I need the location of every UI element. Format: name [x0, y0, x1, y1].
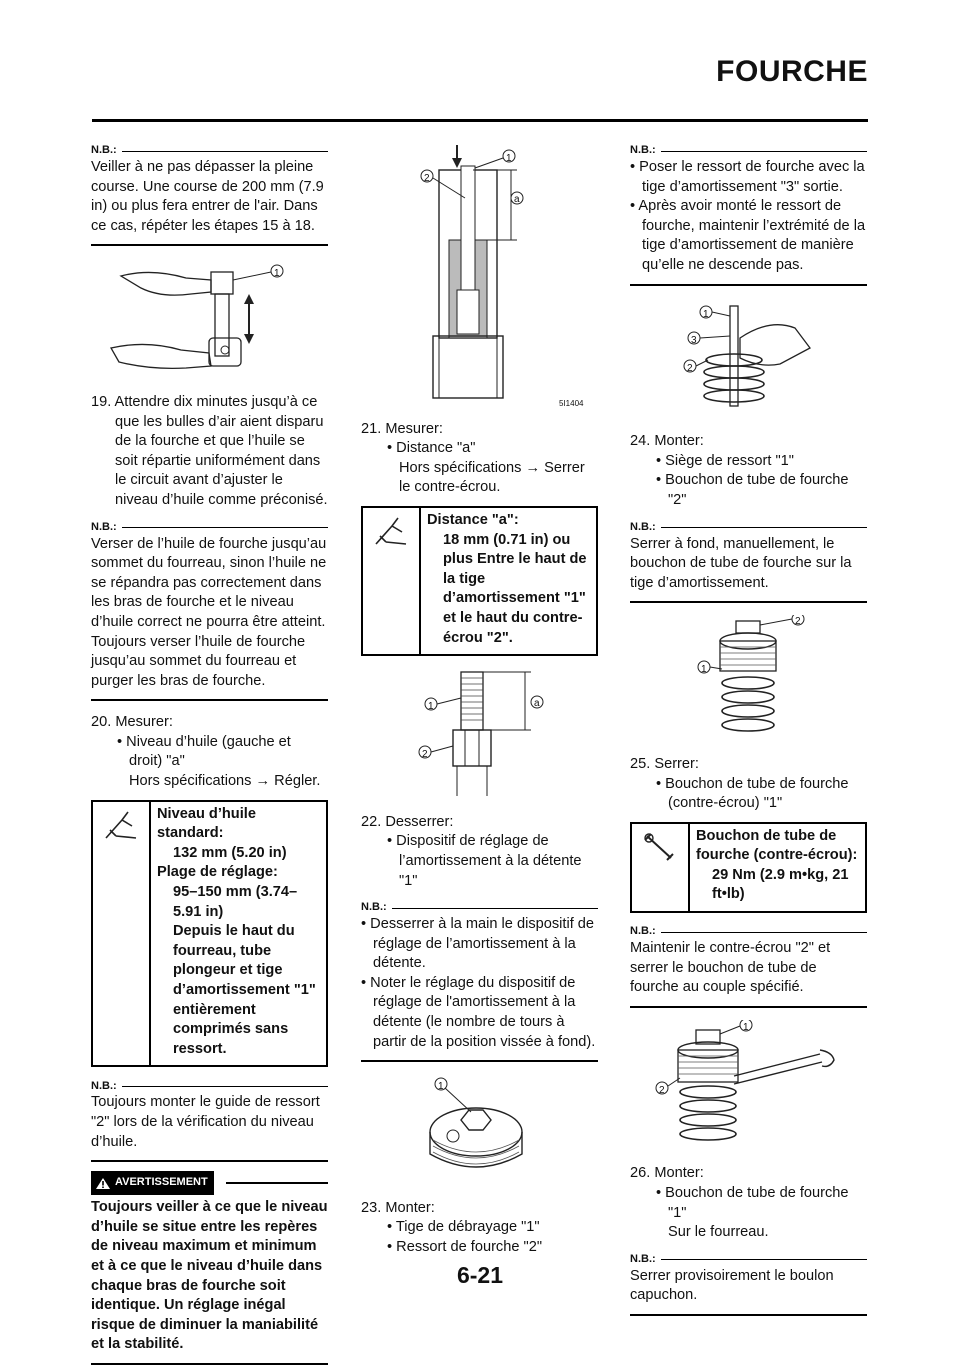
note-block	[630, 521, 867, 604]
torque-wrench-icon	[632, 824, 690, 911]
callout-number: 2	[659, 1084, 665, 1096]
warning-text: Toujours veiller à ce que le niveau d’huile se situe entre les repères de niveau maximum et minimum et à ce que le niveau d’huile dans chaque bras de fourche soit identique. Un réglage inégal risque de diminuer la maniabilité et la stabilité.	[91, 1192, 328, 1365]
spec-value: Depuis le haut du fourreau, tube plongeur et tige d’amortissement "1" entièrement comprimés sans ressort.	[173, 923, 316, 1057]
note-text: • Desserrer à la main le dispositif de réglage de l’amortissement à la détente.	[361, 916, 595, 972]
step-22-item: • Dispositif de réglage de l’amortissement à la détente "1"	[387, 833, 582, 889]
note-block	[630, 144, 867, 286]
figure-adjuster	[361, 1074, 598, 1191]
callout-number: 1	[428, 701, 434, 713]
spec-label: Plage de réglage:	[157, 864, 278, 881]
rebound-adjuster-illustration	[361, 1074, 598, 1184]
callout-letter: a	[534, 698, 540, 710]
spring-install-illustration	[630, 298, 867, 418]
column-2	[361, 140, 598, 1258]
callout-number: 1	[438, 1081, 444, 1093]
callout-number: 2	[687, 362, 693, 374]
callout-number: 1	[506, 153, 512, 164]
step-22: 22. Desserrer:	[361, 813, 454, 830]
spec-label: Niveau d’huile standard:	[157, 805, 256, 842]
step-24-item: • Bouchon de tube de fourche "2"	[656, 472, 849, 508]
spec-value: 18 mm (0.71 in) ou plus Entre le haut de la tige d’amortissement "1" et le haut du contre-écrou "2".	[443, 531, 587, 646]
note-label: N.B.:	[91, 1079, 117, 1092]
callout-letter: a	[514, 194, 520, 205]
step-21-item: • Distance "a"	[387, 440, 476, 457]
step-26-item: • Bouchon de tube de fourche "1"	[656, 1185, 849, 1221]
callout-number: 3	[691, 334, 697, 346]
step-23-item: • Ressort de fourche "2"	[387, 1239, 542, 1256]
spec-box-oil-level	[91, 800, 328, 1068]
note-block	[91, 1079, 328, 1162]
note-block	[361, 901, 598, 1062]
note-label: N.B.:	[361, 901, 387, 914]
callout-number: 1	[703, 308, 709, 320]
figure-cap-bolt	[630, 615, 867, 747]
spec-box-torque	[630, 822, 867, 913]
note-text: • Poser le ressort de fourche avec la tige d’amortissement "3" sortie.	[630, 159, 865, 195]
note-label: N.B.:	[630, 144, 656, 157]
note-label: N.B.:	[630, 925, 656, 938]
spec-box-distance	[361, 506, 598, 656]
step-21-out-of-spec: Hors spécifications → Serrer le contre-écrou.	[399, 459, 585, 496]
page-title: FOURCHE	[716, 55, 868, 88]
step-26: 26. Monter:	[630, 1165, 704, 1182]
figure-locknut	[361, 668, 598, 805]
figure-fork-compression	[91, 258, 328, 385]
step-20-item: • Niveau d’huile (gauche et droit) "a"	[117, 733, 291, 770]
callout-number: 1	[701, 664, 707, 676]
column-1	[91, 140, 328, 1365]
step-25-item: • Bouchon de tube de fourche (contre-écrou) "1"	[656, 775, 849, 812]
note-text: Serrer à fond, manuellement, le bouchon de tube de fourche sur la tige d’amortissement.	[630, 535, 867, 604]
step-20: 20. Mesurer:	[91, 714, 173, 731]
callout-number: 1	[274, 268, 280, 280]
cap-bolt-illustration	[630, 615, 867, 740]
note-label: N.B.:	[91, 520, 117, 533]
spec-label: Bouchon de tube de fourche (contre-écrou):	[696, 827, 858, 864]
spec-value: 29 Nm (2.9 m•kg, 21 ft•lb)	[712, 866, 849, 903]
step-23-item: • Tige de débrayage "1"	[387, 1219, 540, 1236]
step-20-out-of-spec: Hors spécifications → Régler.	[129, 773, 321, 790]
callout-number: 1	[743, 1021, 749, 1033]
figure-code: 5I1404	[559, 399, 584, 408]
note-text: • Après avoir monté le ressort de fourche, maintenir l’extrémité de la tige d’amortissement de manière qu’elle ne descende pas.	[630, 198, 866, 273]
wrench-tighten-illustration	[630, 1020, 867, 1150]
note-block	[630, 925, 867, 1008]
column-3	[630, 140, 867, 1328]
note-text: Maintenir le contre-écrou "2" et serrer le bouchon de tube de fourche au couple spécifié.	[630, 939, 867, 1008]
note-text: • Noter le réglage du dispositif de réglage de l'amortissement à la détente (le nombre de tours à partir de la position vissée à fond).	[361, 974, 596, 1050]
figure-oil-level	[361, 140, 598, 412]
warning-badge: AVERTISSEMENT	[91, 1171, 214, 1195]
note-text: Veiller à ne pas dépasser la pleine course. Une course de 200 mm (7.9 in) ou plus fera entrer de l'air. Dans ce cas, répéter les étapes 15 à 18.	[91, 158, 328, 246]
note-text: Verser de l’huile de fourche jusqu’au sommet du fourreau, sinon l’huile ne se répandra pas correctement dans les bras de fourche et le niveau d’huile correct ne pourra être atteint. Toujours verser l’huile de fourche jusqu’au sommet du fourreau et purger les bras de fourche.	[91, 535, 328, 702]
fork-compression-illustration	[91, 258, 328, 378]
spec-label: Distance "a":	[427, 511, 519, 528]
spec-value: 132 mm (5.20 in)	[173, 844, 287, 861]
note-label: N.B.:	[630, 1253, 656, 1266]
note-text: Toujours monter le guide de ressort "2" lors de la vérification du niveau d’huile.	[91, 1093, 328, 1162]
spec-value: 95–150 mm (3.74–5.91 in)	[173, 884, 298, 920]
step-19: 19. Attendre dix minutes jusqu’à ce que les bulles d’air aient disparu de la fourche et que l’huile se soit répartie uniformément dans le circuit avant d’ajuster le niveau d’huile comme préconisé.	[91, 393, 328, 508]
callout-number: 2	[795, 616, 801, 628]
step-24-item: • Siège de ressort "1"	[656, 452, 794, 469]
callout-number: 2	[424, 173, 430, 184]
header-rule	[92, 119, 868, 122]
locknut-distance-illustration	[361, 668, 598, 798]
step-24: 24. Monter:	[630, 433, 704, 450]
figure-wrench-tighten	[630, 1020, 867, 1157]
note-label: N.B.:	[91, 144, 117, 157]
figure-spring-install	[630, 298, 867, 425]
note-block	[91, 521, 328, 702]
note-label: N.B.:	[630, 520, 656, 533]
step-23: 23. Monter:	[361, 1199, 435, 1216]
note-block	[91, 144, 328, 246]
measure-icon	[93, 802, 151, 1066]
page-number: 6-21	[456, 1262, 504, 1288]
fork-oil-level-illustration	[361, 140, 598, 405]
callout-number: 2	[422, 749, 428, 761]
step-25: 25. Serrer:	[630, 755, 699, 772]
warning-triangle-icon	[95, 1177, 111, 1190]
note-text: Serrer provisoirement le boulon capuchon.	[630, 1267, 867, 1316]
measure-icon	[363, 508, 421, 654]
step-21: 21. Mesurer:	[361, 420, 443, 437]
step-26-note: Sur le fourreau.	[668, 1224, 769, 1241]
